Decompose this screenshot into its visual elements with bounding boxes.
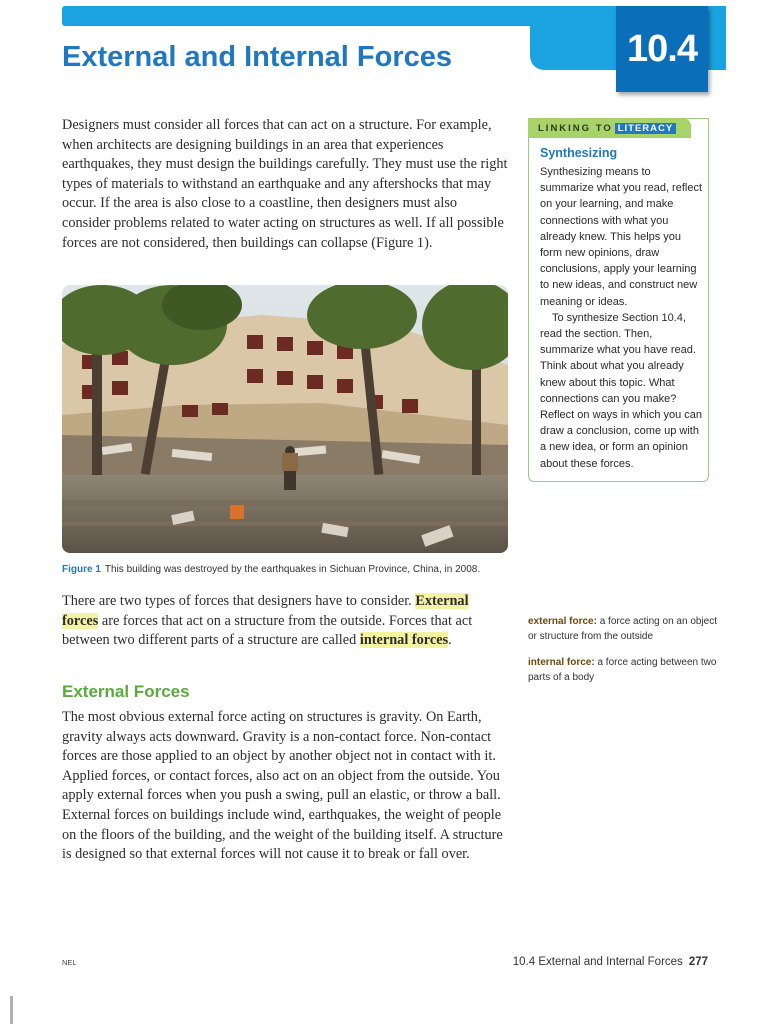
external-forces-heading: External Forces [62,682,190,701]
literacy-title: Synthesizing [540,146,618,160]
literacy-paragraph-2: To synthesize Section 10.4, read the section. Then, summarize what you have read. Think about what you already knew about this topic. What connections can you make? Reflect on ways in which you can draw a conclusion, come up with a new idea, or form an opinion about these forces. [540,311,703,470]
literacy-text [540,164,704,472]
section-number-box [616,6,708,92]
figure-caption-text: This building was destroyed by the earthquakes in Sichuan Province, China, in 2008. [104,564,481,575]
term-external-forces: External forces [62,593,469,629]
types-end: . [448,632,452,649]
page-number: 277 [688,956,708,968]
figure-label: Figure 1 [62,564,101,575]
glossary-entry-internal-force [528,655,718,685]
intro-paragraph: Designers must consider all forces that can act on a structure. For example, when architects are designing buildings in an area that experiences earthquakes, they must design the buildings carefully. They must use the right types of materials to withstand an earthquake and any aftershocks that may occur. If the area is also close to a coastline, then designers must also consider problems related to water acting on structures as well. If all possible forces are not considered, then buildings can collapse (Figure 1). [62,117,508,251]
glossary-term: internal force: [528,657,595,668]
section-number: 10.4 [627,27,697,70]
types-lead: There are two types of forces that designers have to consider. [62,593,412,609]
glossary-term: external force: [528,616,597,627]
earthquake-photo [62,285,508,553]
force-types-paragraph [62,592,508,651]
publisher-mark: NEL [62,958,77,967]
literacy-header-word: LITERACY [615,123,677,134]
glossary-definition: a force acting on an object or structure from the outside [528,616,718,642]
page-title: External and Internal Forces [62,41,453,73]
literacy-paragraph-1: Synthesizing means to summarize what you read, reflect on your learning, and make connections with what you already knew. This helps you form new opinions, draw conclusions, apply your learning to new ideas, and construct new meaning or ideas. [540,166,703,308]
figure-caption [62,564,522,575]
types-mid: are forces that act on a structure from the outside. Forces that act between two different parts of a structure are called [62,612,473,649]
literacy-header [528,118,691,138]
collapsed-building-image [62,285,508,553]
page-footer [513,956,708,968]
running-title: 10.4 External and Internal Forces [512,956,683,968]
glossary-definition: a force acting between two parts of a body [528,657,717,683]
term-internal-forces: internal forces [359,632,449,649]
literacy-header-prefix: LINKING TO [538,122,613,134]
glossary-entry-external-force [528,614,718,644]
external-forces-paragraph: The most obvious external force acting on structures is gravity. On Earth, gravity always acts downward. Gravity is a non-contact force. Non-contact forces are those applied to an object by another object not in contact with it. Applied forces, or contact forces, also act on an object from the outside. You apply external forces when you push a swing, pull an elastic, or throw a ball. External forces on buildings include wind, earthquakes, the weight of people on the floors of the building, and the weight of the building itself. A structure is designed so that external forces will not cause it to break or fall over. [62,709,503,863]
scan-edge-mark [10,996,13,1024]
